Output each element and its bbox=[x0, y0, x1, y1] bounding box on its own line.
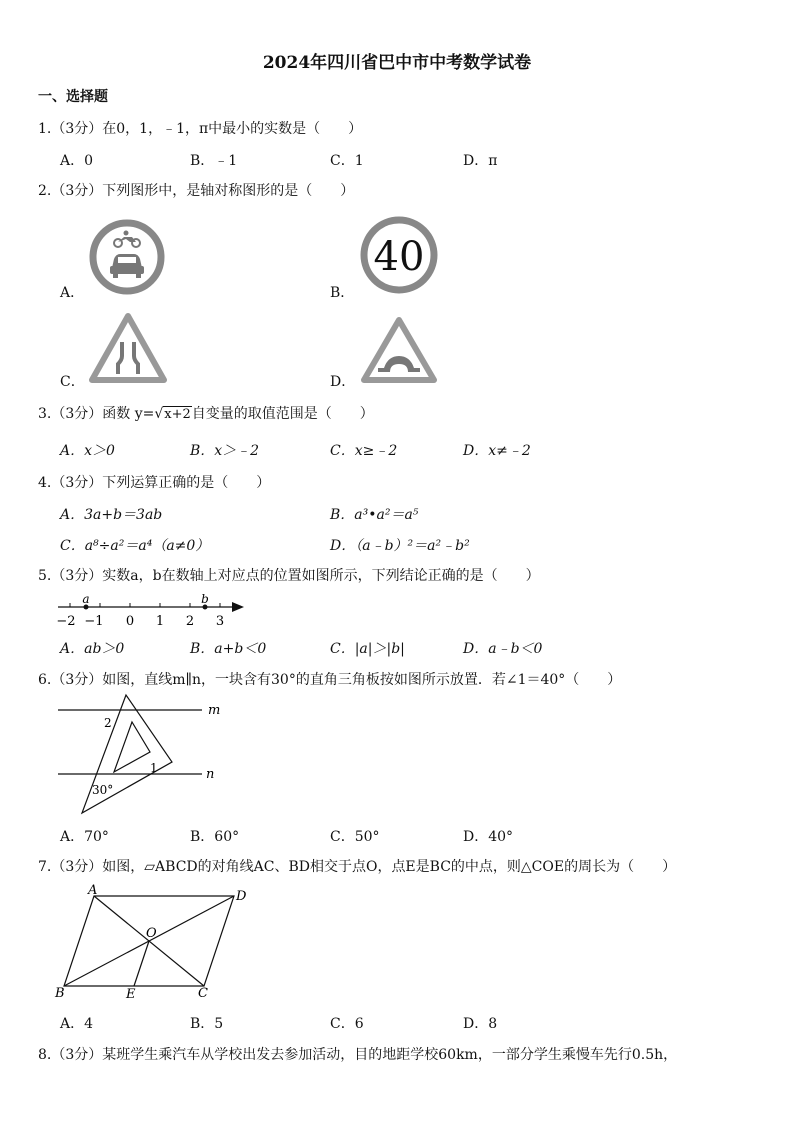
q3-stem-post: 自变量的取值范围是（ ） bbox=[191, 406, 374, 422]
q5-option-b: B．a+b＜0 bbox=[190, 641, 267, 657]
q7-option-c: C．6 bbox=[330, 1016, 364, 1032]
q7-option-b: B．5 bbox=[190, 1016, 224, 1032]
arrow-icon bbox=[232, 602, 244, 612]
tick-label: −1 bbox=[84, 614, 104, 628]
angle-1-label: 1 bbox=[150, 761, 158, 775]
q6-option-d: D．40° bbox=[463, 829, 514, 845]
q1-option-a: A．0 bbox=[60, 153, 94, 169]
q4-option-a: A．3a+b＝3ab bbox=[60, 507, 163, 523]
tick-label: 3 bbox=[215, 614, 225, 628]
q4-option-c: C．a⁸÷a²＝a⁴（a≠0） bbox=[60, 538, 210, 554]
point-b-label: b bbox=[201, 592, 209, 606]
tick-label: −2 bbox=[56, 614, 76, 628]
q3-stem-pre: 3.（3分）函数 y= bbox=[38, 406, 155, 422]
q3-option-b: B．x＞﹣2 bbox=[190, 443, 260, 459]
tick-label: 1 bbox=[155, 614, 165, 628]
q5-option-a: A．ab＞0 bbox=[60, 641, 125, 657]
inner-triangle bbox=[114, 722, 150, 772]
q2-option-d: D． bbox=[330, 374, 356, 390]
q4-option-d: D．（a﹣b）²＝a²﹣b² bbox=[330, 538, 470, 554]
question-1-stem: 1.（3分）在0，1，﹣1，π中最小的实数是（ ） bbox=[38, 121, 363, 137]
label-a: A bbox=[88, 883, 98, 898]
label-c: C bbox=[198, 986, 208, 1001]
question-8-stem: 8.（3分）某班学生乘汽车从学校出发去参加活动，目的地距学校60km，一部分学生乘慢车先行0.5h， bbox=[38, 1047, 678, 1063]
q3-radicand: x+2 bbox=[164, 407, 191, 422]
parallelogram-diagram bbox=[52, 880, 262, 1004]
q1-option-c: C．1 bbox=[330, 153, 364, 169]
label-e: E bbox=[126, 987, 136, 1002]
tick-label: 2 bbox=[185, 614, 195, 628]
q5-option-c: C．|a|＞|b| bbox=[330, 641, 405, 657]
q3-option-c: C．x≥﹣2 bbox=[330, 443, 398, 459]
sign-humpback-bridge bbox=[360, 316, 438, 384]
speed-limit-number: 40 bbox=[373, 234, 425, 280]
page-title: 2024年四川省巴中市中考数学试卷 bbox=[262, 53, 532, 73]
parallel-lines-triangle-diagram bbox=[52, 690, 232, 818]
q7-option-a: A．4 bbox=[60, 1016, 94, 1032]
tick-label: 0 bbox=[125, 614, 135, 628]
sqrt-symbol: √ bbox=[154, 406, 164, 422]
question-5-stem: 5.（3分）实数a，b在数轴上对应点的位置如图所示，下列结论正确的是（ ） bbox=[38, 568, 540, 584]
question-6-stem: 6.（3分）如图，直线m∥n，一块含有30°的直角三角板按如图所示放置．若∠1＝40°（ ） bbox=[38, 672, 622, 688]
number-line-diagram bbox=[52, 592, 252, 628]
question-2-stem: 2.（3分）下列图形中，是轴对称图形的是（ ） bbox=[38, 183, 355, 199]
angle-30-label: 30° bbox=[92, 783, 114, 797]
q3-option-a: A．x＞0 bbox=[60, 443, 115, 459]
question-4-stem: 4.（3分）下列运算正确的是（ ） bbox=[38, 475, 271, 491]
q6-option-b: B．60° bbox=[190, 829, 240, 845]
label-b: B bbox=[55, 986, 65, 1001]
q7-option-d: D．8 bbox=[463, 1016, 498, 1032]
q3-option-d: D．x≠﹣2 bbox=[463, 443, 531, 459]
label-o: O bbox=[146, 926, 157, 941]
q6-option-c: C．50° bbox=[330, 829, 380, 845]
q2-option-a: A． bbox=[60, 285, 85, 301]
section-heading: 一、选择题 bbox=[38, 89, 108, 105]
sign-speed-limit bbox=[358, 215, 440, 295]
angle-2-label: 2 bbox=[104, 716, 112, 730]
q4-option-b: B．a³•a²＝a⁵ bbox=[330, 507, 419, 523]
label-m: m bbox=[208, 703, 221, 718]
sign-road-narrows bbox=[88, 312, 168, 384]
q6-option-a: A．70° bbox=[60, 829, 109, 845]
q5-option-d: D．a﹣b＜0 bbox=[463, 641, 543, 657]
q2-option-c: C． bbox=[60, 374, 85, 390]
q2-option-b: B． bbox=[330, 285, 355, 301]
question-3-stem bbox=[38, 403, 374, 423]
q1-option-b: B．﹣1 bbox=[190, 153, 238, 169]
label-d: D bbox=[236, 889, 247, 904]
q1-option-d: D．π bbox=[463, 153, 498, 169]
sign-no-motor-vehicles bbox=[86, 218, 168, 296]
question-7-stem: 7.（3分）如图，▱ABCD的对角线AC、BD相交于点O，点E是BC的中点，则△COE的周长为（ ） bbox=[38, 859, 677, 875]
label-n: n bbox=[206, 767, 215, 782]
point-a-label: a bbox=[82, 592, 90, 606]
